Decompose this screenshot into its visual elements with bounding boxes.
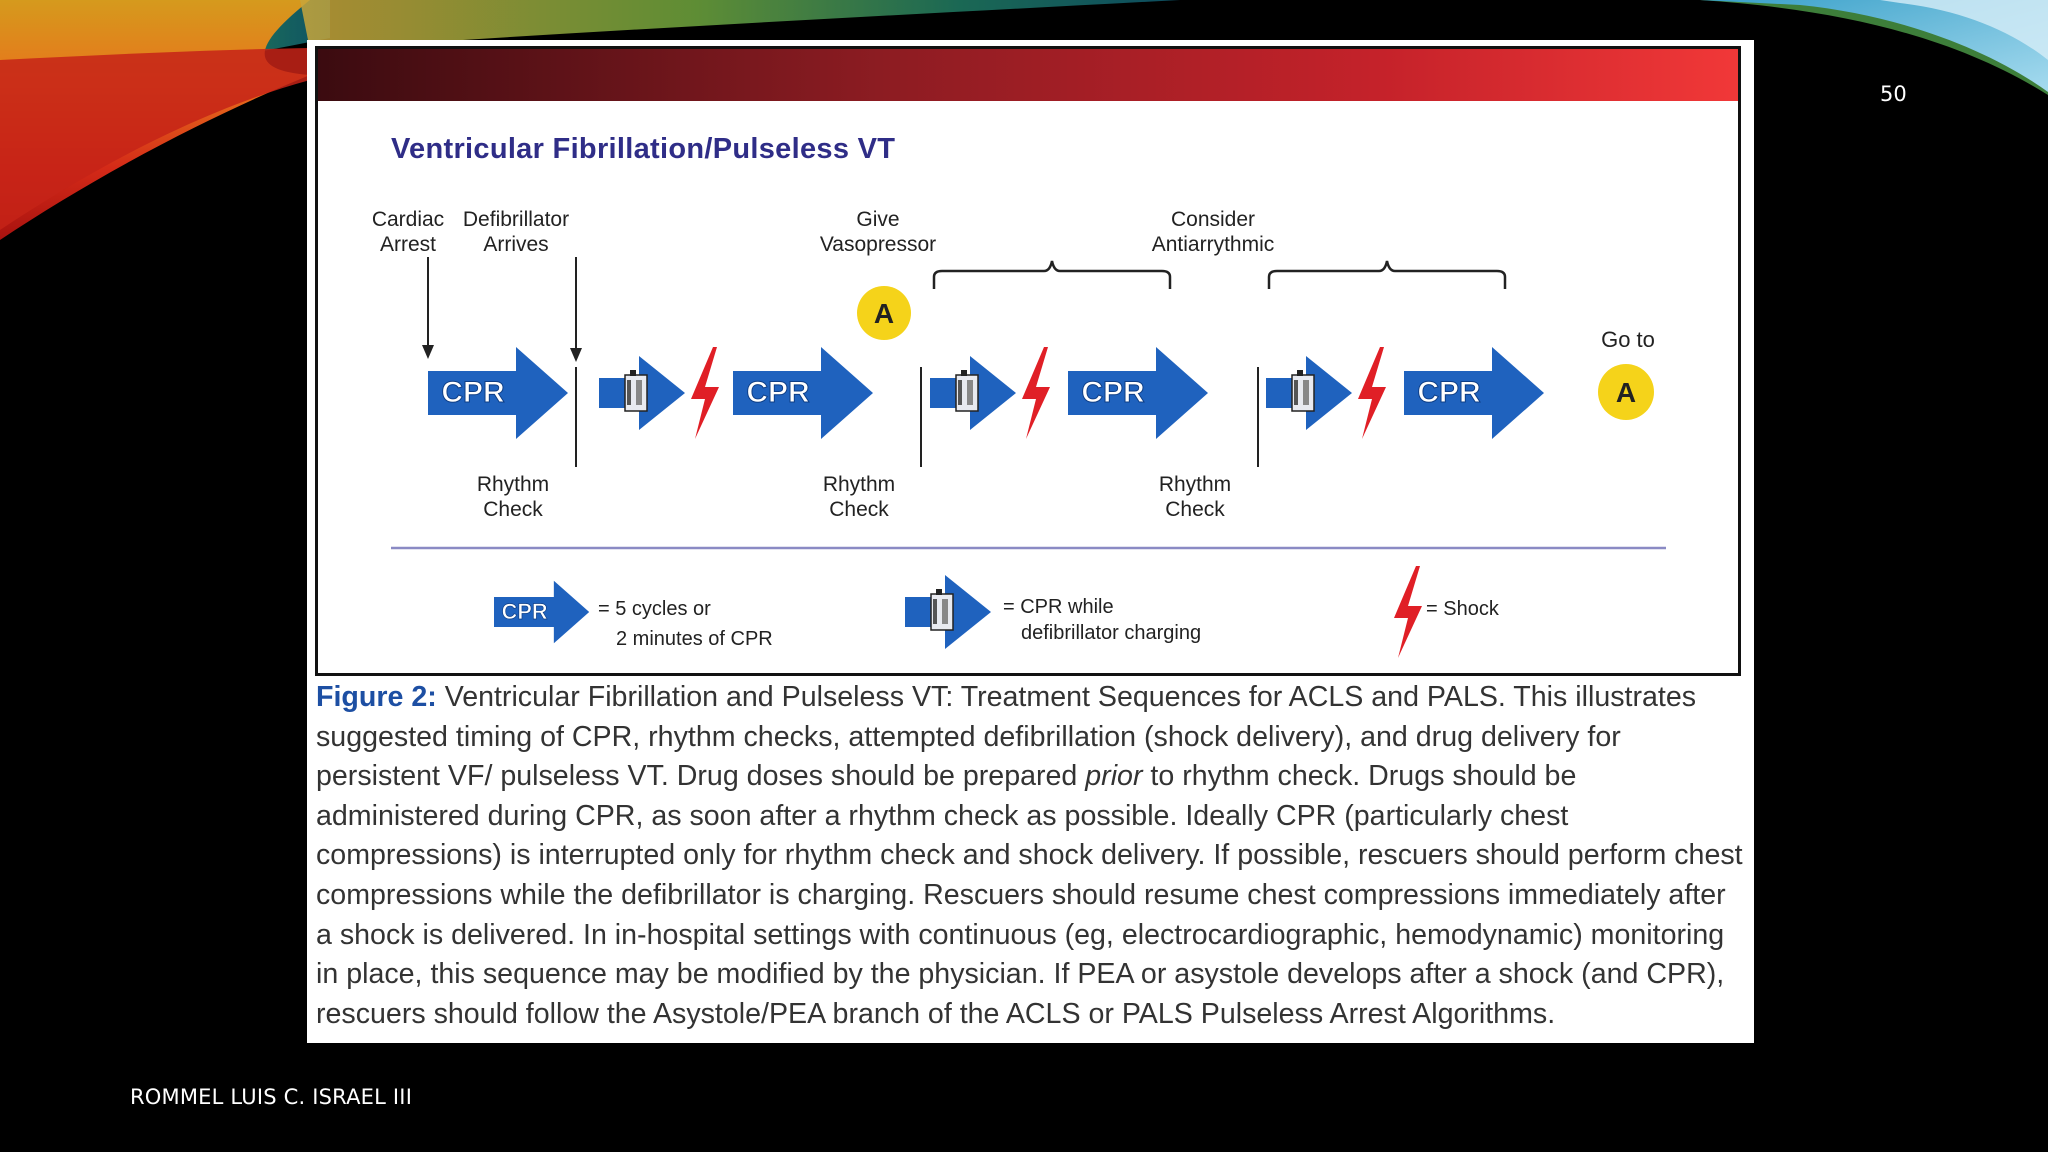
label-line: Give <box>856 208 900 231</box>
marker-a-label: A <box>873 298 895 329</box>
flow-diagram <box>318 49 1738 673</box>
legend-cpr-text <box>598 594 773 654</box>
cpr-arrow-icon <box>1068 347 1208 439</box>
label-line: Antiarrythmic <box>1151 233 1275 256</box>
legend-cpr-label: CPR <box>501 598 548 624</box>
defibrillator-charging-icon <box>599 356 685 430</box>
defibrillator-charging-icon <box>930 356 1016 430</box>
figure-card <box>307 40 1754 1043</box>
cpr-arrow-icon <box>1404 347 1544 439</box>
brace-vasopressor <box>934 261 1170 289</box>
go-to-a-label: A <box>1615 377 1637 408</box>
caption-emphasis: prior <box>1085 760 1143 793</box>
label-line: Check <box>1165 498 1225 521</box>
label-line: Cardiac <box>371 208 445 231</box>
shock-icon <box>1022 347 1050 439</box>
cpr-arrow-label: CPR <box>746 376 810 409</box>
label-line: Rhythm <box>1158 473 1232 496</box>
legend-cpr-icon <box>494 581 589 644</box>
legend-shock-text: = Shock <box>1426 598 1499 620</box>
legend-line: = 5 cycles or <box>598 598 711 620</box>
brace-antiarrhythmic <box>1269 261 1505 289</box>
figure-caption <box>316 678 1746 1034</box>
slide-footer: ROMMEL LUIS C. ISRAEL III <box>130 1085 413 1109</box>
shock-icon <box>691 347 719 439</box>
pointer-arrowhead <box>570 348 582 362</box>
cpr-arrow-label: CPR <box>441 376 505 409</box>
label-line: Check <box>483 498 543 521</box>
label-line: Vasopressor <box>819 233 937 256</box>
legend-line: = CPR while <box>1003 596 1114 618</box>
figure-label: Figure 2: <box>316 681 437 713</box>
cpr-arrow-label: CPR <box>1081 376 1145 409</box>
legend-shock-icon <box>1394 566 1422 658</box>
cpr-arrow-icon <box>428 347 568 439</box>
legend-line: defibrillator charging <box>1021 622 1202 644</box>
caption-text: to rhythm check. Drugs should be administered during CPR, as soon after a rhythm check as possible. Ideally CPR (particularly chest compressions) is interrupted only for rhythm check and shock delivery. If possible, rescuers should perform chest compressions while the defibrillator is charging. Rescuers should resume chest compressions immediately after a shock is delivered. In in-hospital settings with continuous (eg, electrocardiographic, hemodynamic) monitoring in place, this sequence may be modified by the physician. If PEA or asystole develops after a shock (and CPR), rescuers should follow the Asystole/PEA branch of the ACLS or PALS Pulseless Arrest Algorithms. <box>316 760 1743 1030</box>
label-line: Rhythm <box>476 473 550 496</box>
label-line: Consider <box>1170 208 1256 231</box>
slide-number: 50 <box>1880 82 1907 106</box>
caption-text: Ventricular Fibrillation and Pulseless VT: Treatment Sequences for ACLS and PALS. This illustrates suggested timing of CPR, rhythm checks, attempted defibrillation (shock delivery), and drug delivery for persistent VF/ pulseless VT. Drug doses should be prepared <box>316 681 1697 793</box>
diagram-title: Ventricular Fibrillation/Pulseless VT <box>391 133 896 165</box>
go-to-a-circle[interactable] <box>1598 364 1654 420</box>
cpr-arrow-label: CPR <box>1417 376 1481 409</box>
label-go-to: Go to <box>1601 327 1655 352</box>
label-line: Defibrillator <box>462 208 570 231</box>
marker-a-circle <box>857 286 911 340</box>
cpr-arrow-icon <box>733 347 873 439</box>
label-line: Arrives <box>483 233 549 256</box>
defibrillator-charging-icon <box>1266 356 1352 430</box>
legend-charging-text <box>1003 594 1201 646</box>
legend-line: 2 minutes of CPR <box>616 628 773 650</box>
pointer-arrowhead <box>422 345 434 359</box>
label-line: Rhythm <box>822 473 896 496</box>
label-line: Check <box>829 498 889 521</box>
shock-icon <box>1358 347 1386 439</box>
label-line: Arrest <box>379 233 436 256</box>
diagram-frame <box>315 46 1741 676</box>
legend-charging-icon <box>905 575 991 649</box>
